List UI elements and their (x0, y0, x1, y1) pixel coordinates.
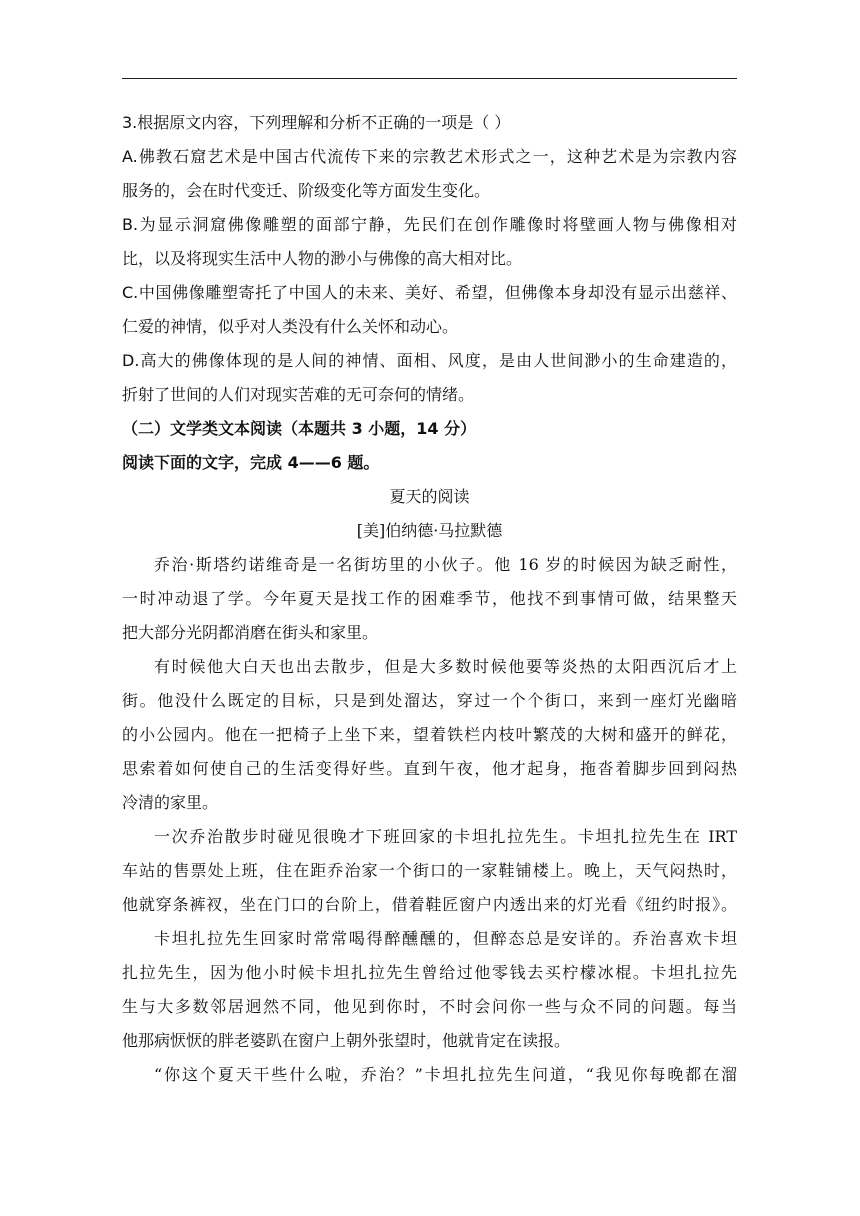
header-rule (122, 78, 737, 79)
paragraph-line: 把大部分光阴都消磨在街头和家里。 (122, 623, 379, 642)
section-heading: （二）文学类文本阅读（本题共 3 小题，14 分） (122, 419, 477, 438)
option-c-line-1: C.中国佛像雕塑寄托了中国人的未来、美好、希望，但佛像本身却没有显示出慈祥、 (122, 283, 737, 302)
article (122, 480, 737, 1092)
paragraph-line: 思索着如何使自己的生活变得好些。直到午夜，他才起身，拖沓着脚步回到闷热 (122, 759, 737, 778)
paragraph-line: 的小公园内。他在一把椅子上坐下来，望着铁栏内枝叶繁茂的大树和盛开的鲜花， (122, 725, 737, 744)
option-c-line-2: 仁爱的神情，似乎对人类没有什么关怀和动心。 (122, 317, 459, 336)
paragraph-line: 乔治·斯塔约诺维奇是一名街坊里的小伙子。他 16 岁的时候因为缺乏耐性， (154, 555, 737, 574)
article-paragraph-4 (122, 922, 737, 1058)
option-a-line-2: 服务的，会在时代变迁、阶级变化等方面发生变化。 (122, 181, 491, 200)
option-a-line-1: A.佛教石窟艺术是中国古代流传下来的宗教艺术形式之一，这种艺术是为宗教内容 (122, 147, 737, 166)
article-paragraph-5 (122, 1058, 737, 1092)
paragraph-line: 车站的售票处上班，住在距乔治家一个街口的一家鞋铺楼上。晚上，天气闷热时， (122, 861, 737, 880)
paragraph-line: 他就穿条裤衩，坐在门口的台阶上，借着鞋匠窗户内透出来的灯光看《纽约时报》。 (122, 895, 737, 914)
question-stem: 3.根据原文内容，下列理解和分析不正确的一项是（ ） (122, 113, 511, 132)
option-d-line-2: 折射了世间的人们对现实苦难的无可奈何的情绪。 (122, 385, 475, 404)
paragraph-line: “你这个夏天干些什么啦，乔治？”卡坦扎拉先生问道，“我见你每晚都在溜 (154, 1065, 737, 1084)
paragraph-line: 冷清的家里。 (122, 793, 219, 812)
paragraph-line: 生与大多数邻居迥然不同，他见到你时，不时会问你一些与众不同的问题。每当 (122, 997, 737, 1016)
article-paragraph-1 (122, 548, 737, 650)
article-paragraph-2 (122, 650, 737, 820)
paragraph-line: 有时候他大白天也出去散步，但是大多数时候他要等炎热的太阳西沉后才上 (154, 657, 737, 676)
option-d (122, 344, 737, 412)
paragraph-line: 扎拉先生，因为他小时候卡坦扎拉先生曾给过他零钱去买柠檬冰棍。卡坦扎拉先 (122, 963, 737, 982)
article-title: 夏天的阅读 (389, 487, 470, 506)
option-b-line-1: B.为显示洞窟佛像雕塑的面部宁静，先民们在创作雕像时将壁画人物与佛像相对 (122, 215, 737, 234)
option-b (122, 208, 737, 276)
article-paragraph-3 (122, 820, 737, 922)
option-b-line-2: 比，以及将现实生活中人物的渺小与佛像的高大相对比。 (122, 249, 523, 268)
question-3 (122, 106, 737, 412)
paragraph-line: 他那病恹恹的胖老婆趴在窗户上朝外张望时，他就肯定在读报。 (122, 1031, 571, 1050)
section-instruction: 阅读下面的文字，完成 4——6 题。 (122, 453, 380, 472)
article-author: [美]伯纳德·马拉默德 (356, 521, 503, 540)
option-a (122, 140, 737, 208)
paragraph-line: 卡坦扎拉先生回家时常常喝得醉醺醺的，但醉态总是安详的。乔治喜欢卡坦 (154, 929, 737, 948)
option-d-line-1: D.高大的佛像体现的是人间的神情、面相、风度，是由人世间渺小的生命建造的， (122, 351, 737, 370)
option-c (122, 276, 737, 344)
paragraph-line: 一次乔治散步时碰见很晚才下班回家的卡坦扎拉先生。卡坦扎拉先生在 IRT (154, 827, 737, 846)
document-content (122, 106, 737, 1092)
document-page (122, 0, 737, 1216)
paragraph-line: 一时冲动退了学。今年夏天是找工作的困难季节，他找不到事情可做，结果整天 (122, 589, 737, 608)
paragraph-line: 街。他没什么既定的目标，只是到处溜达，穿过一个个街口，来到一座灯光幽暗 (122, 691, 737, 710)
